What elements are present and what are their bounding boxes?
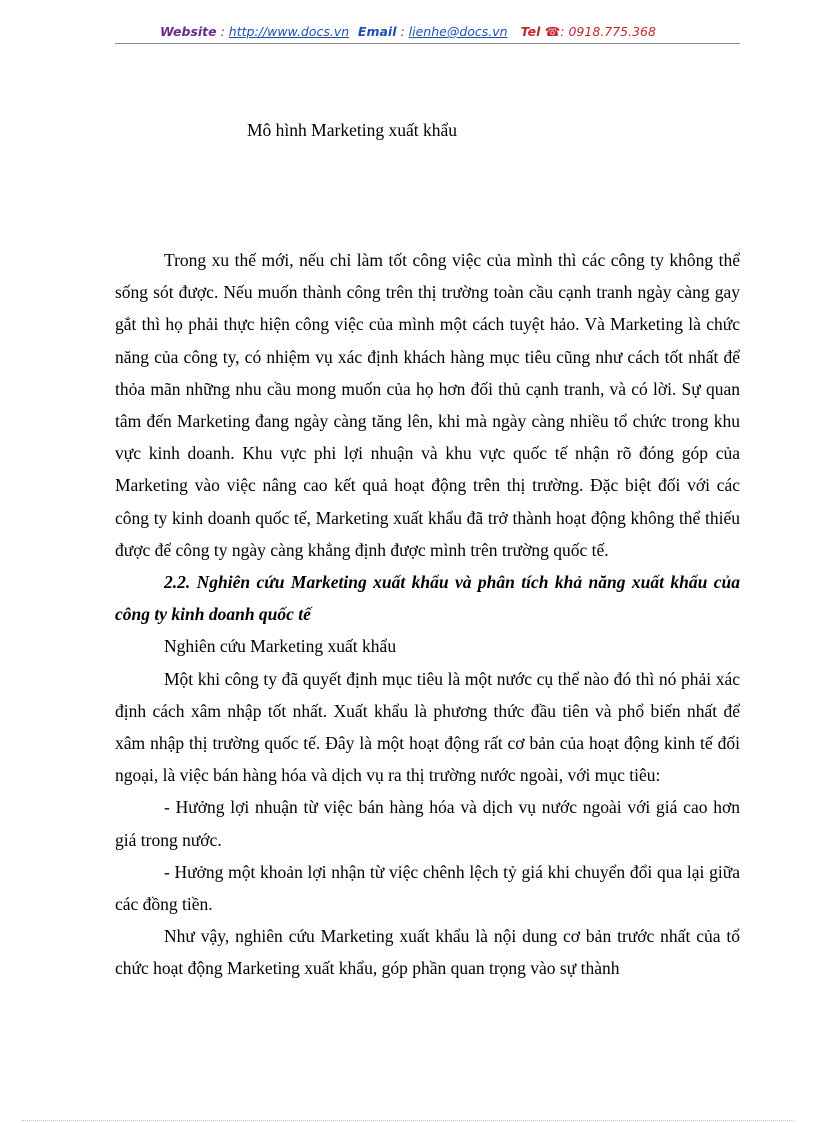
website-link[interactable]: http://www.docs.vn [228,24,350,39]
page-title: Mô hình Marketing xuất khẩu [247,120,457,140]
bullet-item-2: - Hưởng một khoản lợi nhận từ việc chênh lệch tỷ giá khi chuyển đổi qua lại giữa các đồng tiền. [115,861,740,915]
document-body [115,244,740,985]
paragraph-export: Một khi công ty đã quyết định mục tiêu là một nước cụ thể nào đó thì nó phải xác định cách xâm nhập tốt nhất. Xuất khẩu là phương thức đầu tiên và phổ biến nhất để xâm nhập thị trường quốc tế. Đây là một hoạt động rất cơ bản của hoạt động kinh tế đối ngoại, là việc bán hàng hóa và dịch vụ ra thị trường nước ngoài, với mục tiêu: [115,668,740,786]
paragraph-intro: Trong xu thế mới, nếu chỉ làm tốt công việc của mình thì các công ty không thể sống sót được. Nếu muốn thành công trên thị trường toàn cầu cạnh tranh ngày càng gay gắt thì họ phải thực hiện công việc của mình một cách tuyệt hảo. Và Marketing là chức năng của công ty, có nhiệm vụ xác định khách hàng mục tiêu cũng như cách tốt nhất để thỏa mãn những nhu cầu mong muốn của họ hơn đối thủ cạnh tranh, và có lời. Sự quan tâm đến Marketing đang ngày càng tăng lên, khi mà ngày càng nhiều tổ chức trong khu vực kinh doanh. Khu vực phi lợi nhuận và khu vực quốc tế nhận rõ đóng góp của Marketing vào việc nâng cao kết quả hoạt động trên thị trường. Đặc biệt đối với các công ty kinh doanh quốc tế, Marketing xuất khẩu đã trở thành hoạt động không thể thiếu được để công ty ngày càng khẳng định được mình trên trường quốc tế. [115,250,740,560]
page-header [0,24,816,39]
paragraph-conclusion: Như vậy, nghiên cứu Marketing xuất khẩu là nội dung cơ bản trước nhất của tổ chức hoạt động Marketing xuất khẩu, góp phần quan trọng vào sự thành [115,926,740,979]
footer-divider [22,1120,794,1121]
phone-icon: ☎ [544,24,561,39]
email-link[interactable]: lienhe@docs.vn [408,24,508,39]
email-label: Email [357,24,397,39]
website-separator: : [216,24,229,39]
email-separator: : [396,24,409,39]
subheading: Nghiên cứu Marketing xuất khẩu [164,636,397,657]
bullet-item-1: - Hưởng lợi nhuận từ việc bán hàng hóa và dịch vụ nước ngoài với giá cao hơn giá trong nước. [115,797,740,850]
tel-label: Tel [520,24,541,39]
website-label: Website [160,24,217,39]
tel-value: : 0918.775.368 [560,24,656,39]
section-heading: 2.2. Nghiên cứu Marketing xuất khẩu và phân tích khả năng xuất khẩu của công ty kinh doanh quốc tế [115,572,740,625]
header-divider [115,43,740,44]
